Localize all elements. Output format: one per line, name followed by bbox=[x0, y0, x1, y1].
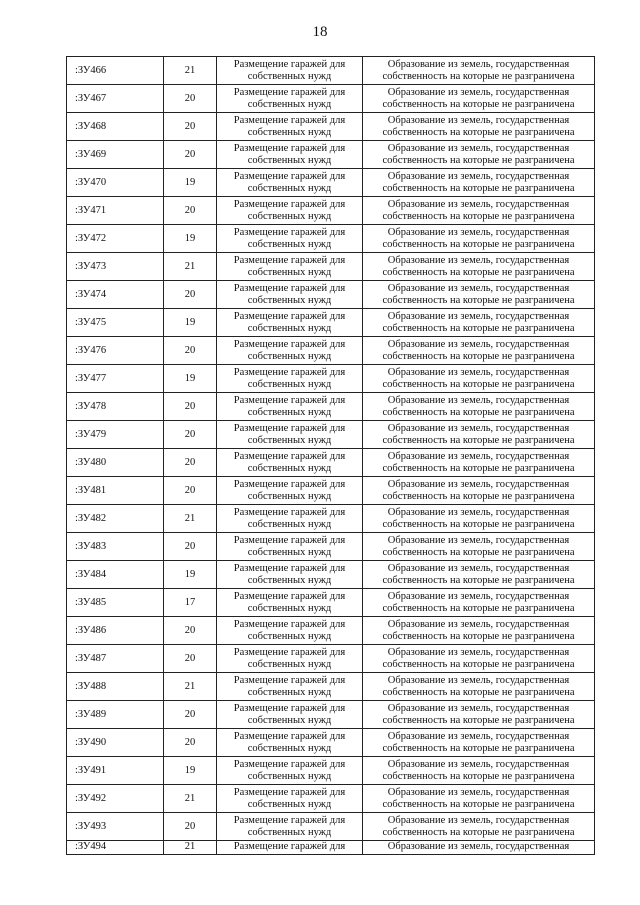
plot-area-cell: 20 bbox=[164, 141, 217, 169]
permitted-use-line-2: собственных нужд bbox=[247, 714, 332, 726]
permitted-use-line-1: Размещение гаражей для bbox=[233, 730, 346, 742]
permitted-use-line-2: собственных нужд bbox=[247, 826, 332, 838]
plot-area-cell: 20 bbox=[164, 337, 217, 365]
table-row bbox=[67, 169, 595, 197]
formation-method-line-2: собственность на которые не разграничена bbox=[382, 462, 575, 474]
permitted-use-line-2: собственных нужд bbox=[247, 406, 332, 418]
formation-method-line-2: собственность на которые не разграничена bbox=[382, 378, 575, 390]
plot-number-cell: :ЗУ479 bbox=[67, 421, 164, 449]
formation-method-cell bbox=[363, 309, 595, 337]
formation-method-line-2: собственность на которые не разграничена bbox=[382, 70, 575, 82]
table-row bbox=[67, 337, 595, 365]
formation-method-line-2: собственность на которые не разграничена bbox=[382, 546, 575, 558]
formation-method-line-2: собственность на которые не разграничена bbox=[382, 826, 575, 838]
permitted-use-line-1: Размещение гаражей для bbox=[233, 478, 346, 490]
formation-method-line-1: Образование из земель, государственная bbox=[387, 758, 570, 770]
permitted-use-line-1: Размещение гаражей для bbox=[233, 310, 346, 322]
permitted-use-cell bbox=[217, 729, 363, 757]
permitted-use-line-2: собственных нужд bbox=[247, 238, 332, 250]
plot-area-cell: 19 bbox=[164, 309, 217, 337]
permitted-use-line-2: собственных нужд bbox=[247, 210, 332, 222]
table-row bbox=[67, 365, 595, 393]
formation-method-line-1: Образование из земель, государственная bbox=[387, 170, 570, 182]
permitted-use-line-1: Размещение гаражей для bbox=[233, 142, 346, 154]
permitted-use-cell bbox=[217, 393, 363, 421]
plot-number-cell: :ЗУ477 bbox=[67, 365, 164, 393]
permitted-use-cell bbox=[217, 85, 363, 113]
permitted-use-line-2: собственных нужд bbox=[247, 518, 332, 530]
formation-method-cell bbox=[363, 421, 595, 449]
plot-area-cell: 19 bbox=[164, 169, 217, 197]
plot-number-cell: :ЗУ482 bbox=[67, 505, 164, 533]
formation-method-cell bbox=[363, 617, 595, 645]
permitted-use-cell bbox=[217, 169, 363, 197]
permitted-use-cell bbox=[217, 645, 363, 673]
permitted-use-line-1: Размещение гаражей для bbox=[233, 506, 346, 518]
table-row bbox=[67, 785, 595, 813]
formation-method-line-2: собственность на которые не разграничена bbox=[382, 658, 575, 670]
formation-method-cell bbox=[363, 85, 595, 113]
plot-area-cell: 20 bbox=[164, 197, 217, 225]
permitted-use-cell bbox=[217, 253, 363, 281]
formation-method-line-1: Образование из земель, государственная bbox=[387, 394, 570, 406]
formation-method-cell bbox=[363, 477, 595, 505]
permitted-use-cell bbox=[217, 57, 363, 85]
formation-method-cell bbox=[363, 57, 595, 85]
permitted-use-line-1: Размещение гаражей для bbox=[233, 58, 346, 70]
land-plots-table bbox=[66, 56, 595, 855]
permitted-use-line-1: Размещение гаражей для bbox=[233, 562, 346, 574]
permitted-use-line-2: собственных нужд bbox=[247, 546, 332, 558]
permitted-use-line-2: собственных нужд bbox=[247, 126, 332, 138]
formation-method-line-2: собственность на которые не разграничена bbox=[382, 266, 575, 278]
formation-method-line-2: собственность на которые не разграничена bbox=[382, 770, 575, 782]
permitted-use-line-1: Размещение гаражей для bbox=[233, 114, 346, 126]
permitted-use-line-2: собственных нужд bbox=[247, 266, 332, 278]
plot-number-cell: :ЗУ488 bbox=[67, 673, 164, 701]
formation-method-cell bbox=[363, 533, 595, 561]
formation-method-line-2: собственность на которые не разграничена bbox=[382, 406, 575, 418]
formation-method-line-1: Образование из земель, государственная bbox=[387, 310, 570, 322]
formation-method-line-2: собственность на которые не разграничена bbox=[382, 742, 575, 754]
plot-number-cell: :ЗУ494 bbox=[67, 841, 164, 855]
permitted-use-line-2: собственных нужд bbox=[247, 798, 332, 810]
formation-method-line-1: Образование из земель, государственная bbox=[387, 478, 570, 490]
formation-method-line-1: Образование из земель, государственная bbox=[387, 226, 570, 238]
formation-method-cell bbox=[363, 337, 595, 365]
formation-method-line-1: Образование из земель, государственная bbox=[387, 506, 570, 518]
formation-method-cell bbox=[363, 169, 595, 197]
plot-number-cell: :ЗУ490 bbox=[67, 729, 164, 757]
permitted-use-line-2: собственных нужд bbox=[247, 490, 332, 502]
plot-area-cell: 20 bbox=[164, 85, 217, 113]
plot-number-cell: :ЗУ483 bbox=[67, 533, 164, 561]
plot-number-cell: :ЗУ487 bbox=[67, 645, 164, 673]
table-row bbox=[67, 393, 595, 421]
permitted-use-line-1: Размещение гаражей для bbox=[233, 786, 346, 798]
formation-method-line-1: Образование из земель, государственная bbox=[387, 618, 570, 630]
plot-number-cell: :ЗУ468 bbox=[67, 113, 164, 141]
permitted-use-cell bbox=[217, 701, 363, 729]
table-row bbox=[67, 421, 595, 449]
formation-method-line-1: Образование из земель, государственная bbox=[387, 730, 570, 742]
permitted-use-line-1: Размещение гаражей для bbox=[233, 814, 346, 826]
permitted-use-line-2: собственных нужд bbox=[247, 742, 332, 754]
formation-method-cell bbox=[363, 561, 595, 589]
permitted-use-line-1: Размещение гаражей для bbox=[233, 394, 346, 406]
formation-method-line-1: Образование из земель, государственная bbox=[387, 366, 570, 378]
plot-number-cell: :ЗУ478 bbox=[67, 393, 164, 421]
permitted-use-line-1: Размещение гаражей для bbox=[233, 702, 346, 714]
table-row bbox=[67, 729, 595, 757]
formation-method-cell bbox=[363, 113, 595, 141]
permitted-use-line-2: собственных нужд bbox=[247, 630, 332, 642]
plot-number-cell: :ЗУ466 bbox=[67, 57, 164, 85]
permitted-use-line-2: собственных нужд bbox=[247, 182, 332, 194]
table-row bbox=[67, 309, 595, 337]
table-row bbox=[67, 589, 595, 617]
formation-method-cell bbox=[363, 253, 595, 281]
formation-method-line-2: собственность на которые не разграничена bbox=[382, 182, 575, 194]
permitted-use-cell bbox=[217, 813, 363, 841]
formation-method-cell bbox=[363, 225, 595, 253]
plot-area-cell: 19 bbox=[164, 365, 217, 393]
table-row bbox=[67, 561, 595, 589]
formation-method-line-1: Образование из земель, государственная bbox=[387, 590, 570, 602]
formation-method-cell bbox=[363, 701, 595, 729]
formation-method-line-2: собственность на которые не разграничена bbox=[382, 574, 575, 586]
formation-method-line-2: собственность на которые не разграничена bbox=[382, 434, 575, 446]
plot-number-cell: :ЗУ491 bbox=[67, 757, 164, 785]
permitted-use-line-1: Размещение гаражей для bbox=[233, 366, 346, 378]
formation-method-line-1: Образование из земель, государственная bbox=[387, 254, 570, 266]
plot-area-cell: 20 bbox=[164, 645, 217, 673]
permitted-use-line-2: собственных нужд bbox=[247, 70, 332, 82]
table-row bbox=[67, 85, 595, 113]
plot-area-cell: 20 bbox=[164, 617, 217, 645]
table-row bbox=[67, 253, 595, 281]
permitted-use-line-1: Размещение гаражей для bbox=[233, 86, 346, 98]
formation-method-line-1: Образование из земель, государственная bbox=[387, 702, 570, 714]
permitted-use-cell bbox=[217, 421, 363, 449]
table-row bbox=[67, 197, 595, 225]
permitted-use-line-1: Размещение гаражей для bbox=[233, 226, 346, 238]
plot-area-cell: 21 bbox=[164, 785, 217, 813]
plot-area-cell: 21 bbox=[164, 57, 217, 85]
permitted-use-line-1: Размещение гаражей для bbox=[233, 758, 346, 770]
plot-area-cell: 21 bbox=[164, 841, 217, 855]
formation-method-line-1: Образование из земель, государственная bbox=[387, 786, 570, 798]
plot-area-cell: 19 bbox=[164, 757, 217, 785]
formation-method-cell bbox=[363, 729, 595, 757]
formation-method-line-1: Образование из земель, государственная bbox=[387, 86, 570, 98]
permitted-use-cell bbox=[217, 225, 363, 253]
permitted-use-cell bbox=[217, 561, 363, 589]
permitted-use-line-1: Размещение гаражей для bbox=[233, 198, 346, 210]
plot-area-cell: 19 bbox=[164, 225, 217, 253]
formation-method-line-2: собственность на которые не разграничена bbox=[382, 350, 575, 362]
formation-method-cell bbox=[363, 449, 595, 477]
permitted-use-line-2: собственных нужд bbox=[247, 98, 332, 110]
plot-area-cell: 19 bbox=[164, 561, 217, 589]
table-row bbox=[67, 57, 595, 85]
table-row bbox=[67, 701, 595, 729]
plot-number-cell: :ЗУ475 bbox=[67, 309, 164, 337]
table-row bbox=[67, 841, 595, 855]
permitted-use-line-1: Размещение гаражей для bbox=[233, 534, 346, 546]
plot-area-cell: 21 bbox=[164, 505, 217, 533]
formation-method-cell bbox=[363, 505, 595, 533]
permitted-use-line-1: Размещение гаражей для bbox=[233, 590, 346, 602]
formation-method-line-1: Образование из земель, государственная bbox=[387, 422, 570, 434]
formation-method-cell bbox=[363, 197, 595, 225]
table-row bbox=[67, 533, 595, 561]
permitted-use-line-2: собственных нужд bbox=[247, 434, 332, 446]
formation-method-line-1: Образование из земель, государственная bbox=[387, 841, 570, 852]
table-row bbox=[67, 477, 595, 505]
permitted-use-line-2: собственных нужд bbox=[247, 602, 332, 614]
plot-area-cell: 20 bbox=[164, 421, 217, 449]
formation-method-line-2: собственность на которые не разграничена bbox=[382, 518, 575, 530]
plot-area-cell: 20 bbox=[164, 813, 217, 841]
plot-number-cell: :ЗУ474 bbox=[67, 281, 164, 309]
permitted-use-line-2: собственных нужд bbox=[247, 294, 332, 306]
formation-method-cell bbox=[363, 393, 595, 421]
plot-number-cell: :ЗУ486 bbox=[67, 617, 164, 645]
permitted-use-cell bbox=[217, 113, 363, 141]
permitted-use-cell bbox=[217, 141, 363, 169]
plot-number-cell: :ЗУ476 bbox=[67, 337, 164, 365]
plot-number-cell: :ЗУ480 bbox=[67, 449, 164, 477]
permitted-use-cell bbox=[217, 337, 363, 365]
permitted-use-line-1: Размещение гаражей для bbox=[233, 422, 346, 434]
permitted-use-line-1: Размещение гаражей для bbox=[233, 841, 346, 852]
formation-method-cell bbox=[363, 673, 595, 701]
permitted-use-cell bbox=[217, 841, 363, 855]
formation-method-line-2: собственность на которые не разграничена bbox=[382, 490, 575, 502]
formation-method-line-1: Образование из земель, государственная bbox=[387, 562, 570, 574]
permitted-use-cell bbox=[217, 449, 363, 477]
table-row bbox=[67, 281, 595, 309]
permitted-use-cell bbox=[217, 617, 363, 645]
table-row bbox=[67, 141, 595, 169]
plot-number-cell: :ЗУ481 bbox=[67, 477, 164, 505]
permitted-use-cell bbox=[217, 785, 363, 813]
plot-number-cell: :ЗУ473 bbox=[67, 253, 164, 281]
plot-number-cell: :ЗУ467 bbox=[67, 85, 164, 113]
plot-area-cell: 21 bbox=[164, 673, 217, 701]
permitted-use-cell bbox=[217, 673, 363, 701]
plot-number-cell: :ЗУ489 bbox=[67, 701, 164, 729]
formation-method-cell bbox=[363, 589, 595, 617]
plot-number-cell: :ЗУ469 bbox=[67, 141, 164, 169]
plot-area-cell: 20 bbox=[164, 113, 217, 141]
permitted-use-line-1: Размещение гаражей для bbox=[233, 338, 346, 350]
formation-method-line-2: собственность на которые не разграничена bbox=[382, 322, 575, 334]
plot-number-cell: :ЗУ471 bbox=[67, 197, 164, 225]
plot-number-cell: :ЗУ472 bbox=[67, 225, 164, 253]
permitted-use-line-2: собственных нужд bbox=[247, 686, 332, 698]
plot-area-cell: 20 bbox=[164, 701, 217, 729]
permitted-use-cell bbox=[217, 757, 363, 785]
formation-method-line-1: Образование из земель, государственная bbox=[387, 646, 570, 658]
permitted-use-line-2: собственных нужд bbox=[247, 154, 332, 166]
table-row bbox=[67, 645, 595, 673]
formation-method-cell bbox=[363, 785, 595, 813]
table-row bbox=[67, 225, 595, 253]
plot-area-cell: 20 bbox=[164, 281, 217, 309]
plot-number-cell: :ЗУ484 bbox=[67, 561, 164, 589]
permitted-use-cell bbox=[217, 589, 363, 617]
formation-method-cell bbox=[363, 281, 595, 309]
table-row bbox=[67, 813, 595, 841]
formation-method-line-2: собственность на которые не разграничена bbox=[382, 798, 575, 810]
permitted-use-line-2: собственных нужд bbox=[247, 322, 332, 334]
formation-method-line-1: Образование из земель, государственная bbox=[387, 198, 570, 210]
formation-method-cell bbox=[363, 813, 595, 841]
formation-method-line-1: Образование из земель, государственная bbox=[387, 534, 570, 546]
table-row bbox=[67, 505, 595, 533]
permitted-use-line-2: собственных нужд bbox=[247, 574, 332, 586]
table-row bbox=[67, 757, 595, 785]
plot-area-cell: 20 bbox=[164, 449, 217, 477]
formation-method-line-2: собственность на которые не разграничена bbox=[382, 602, 575, 614]
permitted-use-cell bbox=[217, 197, 363, 225]
permitted-use-line-2: собственных нужд bbox=[247, 770, 332, 782]
formation-method-line-2: собственность на которые не разграничена bbox=[382, 714, 575, 726]
table-row bbox=[67, 449, 595, 477]
permitted-use-line-1: Размещение гаражей для bbox=[233, 646, 346, 658]
formation-method-cell bbox=[363, 141, 595, 169]
formation-method-line-1: Образование из земель, государственная bbox=[387, 814, 570, 826]
plot-number-cell: :ЗУ492 bbox=[67, 785, 164, 813]
plot-area-cell: 20 bbox=[164, 393, 217, 421]
permitted-use-line-1: Размещение гаражей для bbox=[233, 170, 346, 182]
plot-area-cell: 21 bbox=[164, 253, 217, 281]
plot-number-cell: :ЗУ485 bbox=[67, 589, 164, 617]
formation-method-line-1: Образование из земель, государственная bbox=[387, 338, 570, 350]
permitted-use-line-2: собственных нужд bbox=[247, 462, 332, 474]
permitted-use-line-2: собственных нужд bbox=[247, 350, 332, 362]
permitted-use-line-1: Размещение гаражей для bbox=[233, 450, 346, 462]
permitted-use-cell bbox=[217, 505, 363, 533]
formation-method-line-2: собственность на которые не разграничена bbox=[382, 210, 575, 222]
formation-method-line-1: Образование из земель, государственная bbox=[387, 450, 570, 462]
table-row bbox=[67, 617, 595, 645]
formation-method-line-2: собственность на которые не разграничена bbox=[382, 98, 575, 110]
permitted-use-cell bbox=[217, 365, 363, 393]
plot-number-cell: :ЗУ470 bbox=[67, 169, 164, 197]
permitted-use-cell bbox=[217, 477, 363, 505]
formation-method-line-2: собственность на которые не разграничена bbox=[382, 126, 575, 138]
permitted-use-cell bbox=[217, 533, 363, 561]
permitted-use-line-2: собственных нужд bbox=[247, 378, 332, 390]
permitted-use-line-1: Размещение гаражей для bbox=[233, 282, 346, 294]
formation-method-line-1: Образование из земель, государственная bbox=[387, 114, 570, 126]
plot-area-cell: 20 bbox=[164, 729, 217, 757]
formation-method-cell bbox=[363, 365, 595, 393]
formation-method-line-2: собственность на которые не разграничена bbox=[382, 630, 575, 642]
formation-method-line-1: Образование из земель, государственная bbox=[387, 282, 570, 294]
formation-method-line-2: собственность на которые не разграничена bbox=[382, 154, 575, 166]
permitted-use-line-1: Размещение гаражей для bbox=[233, 618, 346, 630]
plot-area-cell: 20 bbox=[164, 477, 217, 505]
plot-area-cell: 20 bbox=[164, 533, 217, 561]
plot-number-cell: :ЗУ493 bbox=[67, 813, 164, 841]
table-row bbox=[67, 113, 595, 141]
formation-method-line-2: собственность на которые не разграничена bbox=[382, 294, 575, 306]
page-number: 18 bbox=[312, 24, 328, 40]
permitted-use-line-2: собственных нужд bbox=[247, 658, 332, 670]
permitted-use-line-1: Размещение гаражей для bbox=[233, 674, 346, 686]
formation-method-cell bbox=[363, 645, 595, 673]
permitted-use-cell bbox=[217, 281, 363, 309]
table-body bbox=[67, 57, 595, 855]
formation-method-line-2: собственность на которые не разграничена bbox=[382, 686, 575, 698]
formation-method-line-1: Образование из земель, государственная bbox=[387, 142, 570, 154]
table-row bbox=[67, 673, 595, 701]
formation-method-cell bbox=[363, 757, 595, 785]
plot-area-cell: 17 bbox=[164, 589, 217, 617]
formation-method-line-2: собственность на которые не разграничена bbox=[382, 238, 575, 250]
permitted-use-cell bbox=[217, 309, 363, 337]
permitted-use-line-1: Размещение гаражей для bbox=[233, 254, 346, 266]
formation-method-cell bbox=[363, 841, 595, 855]
formation-method-line-1: Образование из земель, государственная bbox=[387, 58, 570, 70]
formation-method-line-1: Образование из земель, государственная bbox=[387, 674, 570, 686]
